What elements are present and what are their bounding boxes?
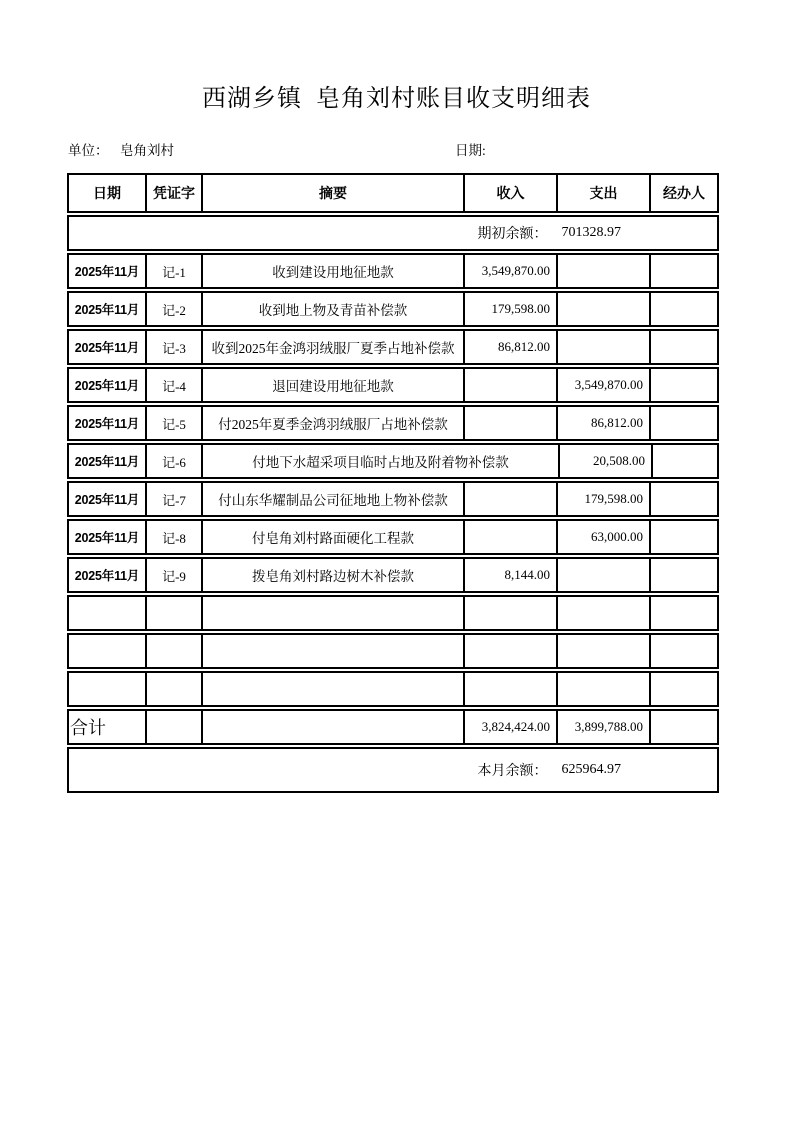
total-voucher-cell [147,711,203,743]
cell-voucher: 记-6 [147,445,203,477]
date-label: 日期: [455,143,486,158]
cell-income [465,521,558,553]
cell-voucher: 记-4 [147,369,203,401]
table-row [67,443,719,479]
cell-voucher [147,673,203,705]
cell-income: 8,144.00 [465,559,558,591]
cell-summary: 付山东华耀制品公司征地地上物补偿款 [203,483,465,515]
cell-date: 2025年11月 [69,559,147,591]
closing-balance-label: 本月余额： [477,764,548,779]
cell-voucher: 记-9 [147,559,203,591]
cell-summary: 付地下水超采项目临时占地及附着物补偿款 [203,445,560,477]
total-row [67,709,719,745]
cell-voucher: 记-5 [147,407,203,439]
cell-expense [558,673,651,705]
cell-expense [558,293,651,325]
cell-summary: 收到2025年金鸿羽绒服厂夏季占地补偿款 [203,331,465,363]
table-row [67,291,719,327]
cell-handler [651,673,717,705]
cell-handler [651,521,717,553]
opening-balance-value: 701328.97 [561,225,621,240]
header-summary: 摘要 [203,175,465,211]
cell-income: 3,549,870.00 [465,255,558,287]
cell-voucher [147,635,203,667]
cell-expense [558,635,651,667]
closing-balance-value: 625964.97 [561,762,621,777]
closing-balance-row [67,747,719,793]
cell-expense [558,255,651,287]
document-title: 西湖乡镇 皂角刘村账目收支明细表 [202,86,591,112]
empty-table-row [67,595,719,631]
header-expense: 支出 [558,175,651,211]
cell-summary: 收到建设用地征地款 [203,255,465,287]
cell-date: 2025年11月 [69,293,147,325]
table-row [67,481,719,517]
cell-income: 179,598.00 [465,293,558,325]
cell-summary [203,597,465,629]
cell-income [465,369,558,401]
total-label: 合计 [69,711,147,743]
cell-handler [651,597,717,629]
cell-income: 86,812.00 [465,331,558,363]
table-row [67,405,719,441]
header-income: 收入 [465,175,558,211]
unit-label: 单位： [68,143,109,158]
cell-handler [651,255,717,287]
cell-summary [203,635,465,667]
cell-handler [651,293,717,325]
cell-handler [651,407,717,439]
cell-handler [651,369,717,401]
cell-income [465,673,558,705]
cell-handler [651,331,717,363]
cell-date [69,635,147,667]
cell-date: 2025年11月 [69,255,147,287]
cell-expense [558,331,651,363]
cell-voucher: 记-3 [147,331,203,363]
cell-date [69,597,147,629]
cell-handler [651,483,717,515]
unit-value: 皂角刘村 [120,143,174,158]
cell-summary: 退回建设用地征地款 [203,369,465,401]
cell-expense [558,597,651,629]
cell-voucher: 记-7 [147,483,203,515]
total-summary-cell [203,711,465,743]
cell-summary: 付皂角刘村路面硬化工程款 [203,521,465,553]
cell-date: 2025年11月 [69,369,147,401]
cell-income [465,635,558,667]
ledger-table [67,173,719,793]
empty-table-row [67,671,719,707]
cell-voucher [147,597,203,629]
cell-voucher: 记-1 [147,255,203,287]
total-expense: 3,899,788.00 [558,711,651,743]
header-voucher: 凭证字 [147,175,203,211]
cell-summary: 付2025年夏季金鸿羽绒服厂占地补偿款 [203,407,465,439]
table-row [67,557,719,593]
cell-expense: 179,598.00 [558,483,651,515]
cell-voucher: 记-8 [147,521,203,553]
cell-handler [651,559,717,591]
cell-date [69,673,147,705]
header-handler: 经办人 [663,185,705,201]
cell-income [465,483,558,515]
cell-date: 2025年11月 [69,331,147,363]
cell-summary: 拨皂角刘村路边树木补偿款 [203,559,465,591]
cell-income [465,407,558,439]
table-row [67,253,719,289]
table-row [67,519,719,555]
cell-income [465,597,558,629]
cell-date: 2025年11月 [69,483,147,515]
meta-line [67,139,719,159]
cell-date: 2025年11月 [69,521,147,553]
total-handler-cell [651,711,717,743]
cell-handler [651,635,717,667]
header-date: 日期 [69,175,147,211]
table-row [67,329,719,365]
cell-summary [203,673,465,705]
empty-table-row [67,633,719,669]
cell-date: 2025年11月 [69,407,147,439]
cell-expense: 63,000.00 [558,521,651,553]
cell-handler [653,445,717,477]
cell-expense: 20,508.00 [560,445,653,477]
opening-balance-row [67,215,719,251]
total-income: 3,824,424.00 [465,711,558,743]
table-header-row [67,173,719,213]
cell-summary: 收到地上物及青苗补偿款 [203,293,465,325]
cell-expense: 3,549,870.00 [558,369,651,401]
cell-expense [558,559,651,591]
table-row [67,367,719,403]
cell-date: 2025年11月 [69,445,147,477]
cell-expense: 86,812.00 [558,407,651,439]
cell-voucher: 记-2 [147,293,203,325]
opening-balance-label: 期初余额： [477,227,548,242]
